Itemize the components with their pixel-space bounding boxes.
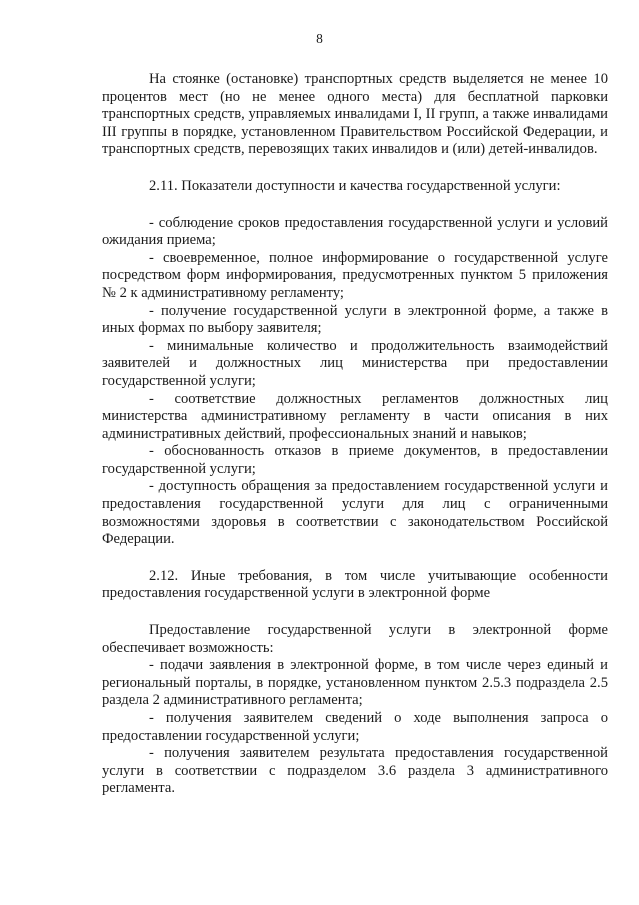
list-item: - подачи заявления в электронной форме, в том числе через единый и региональный порталы, в порядке, установленном пунктом 2.5.3 подраздела 2.5 раздела 2 административного регламента;	[102, 657, 608, 709]
document-body	[102, 71, 608, 798]
electronic-form-intro: Предоставление государственной услуги в электронной форме обеспечивает возможность:	[102, 622, 608, 656]
page-number: 8	[316, 31, 323, 46]
list-item: - соответствие должностных регламентов должностных лиц министерства административному регламенту в части описания в них административных действий, профессиональных знаний и навыков;	[102, 390, 608, 442]
list-item: - своевременное, полное информирование о государственной услуге посредством форм информирования, предусмотренных пунктом 5 приложения № 2 к административному регламенту;	[102, 249, 608, 301]
list-item: - получения заявителем результата предоставления государственной услуги в соответствии с подразделом 3.6 раздела 3 административного регламента.	[102, 745, 608, 797]
section-2-11-heading: 2.11. Показатели доступности и качества государственной услуги:	[149, 177, 561, 194]
list-item: - соблюдение сроков предоставления государственной услуги и условий ожидания приема;	[102, 214, 608, 249]
section-2-12-heading: 2.12. Иные требования, в том числе учитывающие особенности предоставления государственной услуги в электронной форме	[102, 567, 608, 602]
list-item: - доступность обращения за предоставлением государственной услуги и предоставления государственной услуги для лиц с ограниченными возможностями здоровья в соответствии с законодательством Российской Федерации.	[102, 478, 608, 548]
list-item: - минимальные количество и продолжительность взаимодействий заявителей и должностных лиц министерства при предоставлении государственной услуги;	[102, 337, 608, 389]
list-item: - получения заявителем сведений о ходе выполнения запроса о предоставлении государственной услуги;	[102, 710, 608, 744]
list-item: - обоснованность отказов в приеме документов, в предоставлении государственной услуги;	[102, 443, 608, 477]
list-item: - получение государственной услуги в электронной форме, а также в иных формах по выбору заявителя;	[102, 302, 608, 337]
parking-paragraph: На стоянке (остановке) транспортных средств выделяется не менее 10 процентов мест (но не менее одного места) для бесплатной парковки транспортных средств, управляемых инвалидами I, II групп, а также инвалидами III группы в порядке, установленном Правительством Российской Федерации, и транспортных средств, перевозящих таких инвалидов и (или) детей-инвалидов.	[102, 71, 608, 158]
